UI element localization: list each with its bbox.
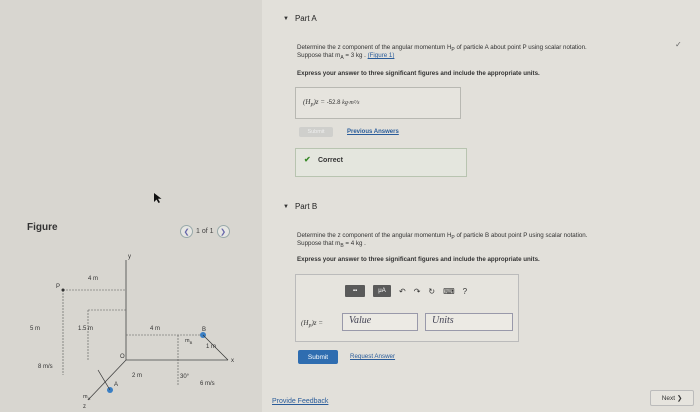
undo-icon[interactable]: ↶ [399, 286, 406, 296]
mu-a-button[interactable]: μA [373, 285, 391, 297]
collapse-triangle-icon: ▼ [283, 15, 289, 22]
units-input[interactable]: Units [425, 313, 513, 331]
math-toolbar [345, 285, 467, 297]
part-b-answer-label: $(H_P)z$ = [301, 319, 323, 330]
velocity-b: 6 m/s [200, 381, 215, 387]
reset-icon[interactable]: ↻ [428, 286, 436, 296]
dim-1-5m: 1.5 m [78, 326, 94, 332]
part-a-answer-value: -52.8 [326, 100, 341, 106]
request-answer-link[interactable]: Request Answer [350, 353, 396, 360]
redo-icon[interactable]: ↷ [413, 286, 421, 296]
part-a-question-line2: Suppose that $m_A = 3$ kg . (Figure 1) [297, 52, 395, 62]
keyboard-icon[interactable]: ⌨ [443, 286, 455, 296]
part-a-answer-units: kg·m²/s [342, 100, 360, 106]
figure-link[interactable]: (Figure 1) [367, 52, 395, 59]
previous-answers-link[interactable]: Previous Answers [347, 129, 399, 135]
z-axis-line [88, 360, 126, 400]
a-label: A [114, 382, 119, 388]
angle-label: 30° [180, 374, 190, 380]
dim-4m-mid: 4 m [150, 326, 161, 332]
next-figure-button[interactable]: ❯ [217, 225, 230, 238]
part-a-header[interactable] [283, 14, 317, 23]
part-b-header[interactable] [283, 202, 317, 211]
b-label: B [202, 327, 207, 333]
y-label: y [128, 254, 131, 260]
part-b-title: Part B [294, 202, 318, 211]
part-b-question-line1: Determine the z component of the angular momentum $H_P$ of particle B about point P using scalar notation. [297, 232, 588, 242]
prev-figure-button[interactable]: ❮ [180, 225, 193, 238]
collapse-triangle-icon: ▼ [283, 203, 289, 210]
part-a-question-line1: Determine the z component of the angular momentum $H_P$ of particle A about point P using scalar notation. [297, 44, 587, 54]
o-label: O [120, 354, 125, 360]
dim-5m: 5 m [30, 326, 41, 332]
help-icon[interactable]: ? [462, 286, 468, 296]
velocity-a: 8 m/s [38, 364, 53, 370]
x-label: x [231, 358, 234, 364]
check-icon: ✓ [675, 40, 682, 49]
figure-diagram [28, 250, 258, 410]
provide-feedback-link[interactable]: Provide Feedback [272, 398, 329, 405]
figure-pager [180, 225, 230, 238]
part-a-submit-button: Submit [299, 127, 333, 137]
mouse-cursor-icon [153, 192, 163, 204]
dim-1m: 1 m [206, 344, 217, 350]
part-a-title: Part A [294, 14, 317, 23]
ma-label: $m_A$ [83, 394, 91, 401]
part-b-question-line2: Suppose that $m_B = 4$ kg . [297, 240, 366, 250]
figure-pager-text: 1 of 1 [196, 228, 214, 235]
z-label: z [83, 404, 86, 410]
part-a-instruction: Express your answer to three significant figures and include the appropriate units. [297, 70, 540, 77]
mb-label: $m_B$ [185, 338, 193, 345]
next-button[interactable]: Next ❯ [650, 390, 694, 406]
part-b-instruction: Express your answer to three significant figures and include the appropriate units. [297, 256, 540, 263]
dim-2m: 2 m [132, 373, 143, 379]
template-button[interactable]: ▪▪ [345, 285, 365, 297]
correct-text: Correct [318, 157, 343, 164]
part-a-answer: $(H_P)z = -52.8$ kg·m²/s [303, 98, 360, 109]
point-p [62, 289, 65, 292]
figure-panel [0, 0, 262, 412]
value-input[interactable]: Value [342, 313, 418, 331]
dim-4m-top: 4 m [88, 276, 99, 282]
submit-button[interactable]: Submit [298, 350, 338, 364]
figure-label: Figure [27, 222, 58, 233]
p-label: P [56, 284, 61, 290]
correct-check-icon: ✔ [304, 155, 311, 164]
